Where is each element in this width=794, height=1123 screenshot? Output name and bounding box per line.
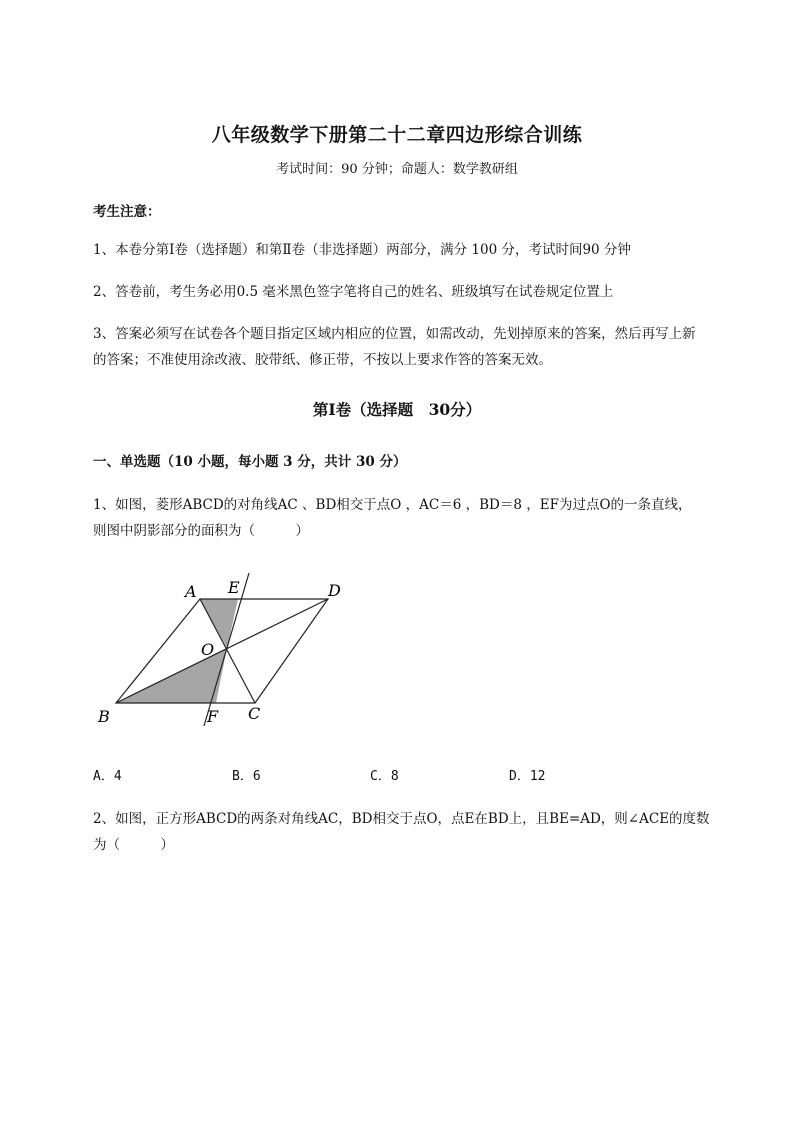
notice-item-2: 2、答卷前，考生务必用0.5 毫米黑色签字笔将自己的姓名、班级填写在试卷规定位置上 — [93, 284, 614, 300]
section-title: 第Ⅰ卷（选择题 30分） — [312, 400, 482, 419]
subsection-title: 一、单选题（10 小题，每小题 3 分，共计 30 分） — [93, 454, 407, 470]
option-c[interactable]: C．8 — [370, 769, 399, 784]
question-2-text: 2、如图，正方形ABCD的两条对角线AC，BD相交于点O，点E在BD上，且BE=AD，则∠ACE的度数 — [93, 811, 710, 827]
option-d[interactable]: D．12 — [509, 769, 546, 784]
exam-info: 考试时间：90 分钟；命题人：数学教研组 — [276, 162, 518, 177]
notice-item-1: 1、本卷分第Ⅰ卷（选择题）和第Ⅱ卷（非选择题）两部分，满分 100 分，考试时间90 分钟 — [93, 242, 631, 258]
label-d: D — [328, 581, 341, 600]
rhombus-figure — [80, 565, 370, 745]
label-o: O — [201, 640, 215, 659]
notice-heading: 考生注意： — [93, 204, 161, 220]
label-e: E — [228, 578, 240, 597]
label-a: A — [185, 582, 197, 601]
label-b: B — [98, 707, 110, 726]
page-title: 八年级数学下册第二十二章四边形综合训练 — [211, 124, 583, 146]
label-f: F — [207, 707, 219, 726]
question-2-text-cont: 为（ ） — [93, 837, 174, 853]
question-1-text-cont: 则图中阴影部分的面积为（ ） — [93, 523, 309, 539]
notice-item-3-cont: 的答案；不准使用涂改液、胶带纸、修正带，不按以上要求作答的答案无效。 — [93, 352, 552, 368]
option-b[interactable]: B．6 — [232, 769, 261, 784]
notice-item-3: 3、答案必须写在试卷各个题目指定区域内相应的位置，如需改动，先划掉原来的答案，然后再写上新 — [93, 326, 696, 342]
option-a[interactable]: A．4 — [93, 769, 122, 784]
question-1-text: 1、如图，菱形ABCD的对角线AC 、BD相交于点O ，AC＝6 ，BD＝8 ，EF为过点O的一条直线， — [93, 497, 692, 513]
label-c: C — [248, 704, 261, 723]
